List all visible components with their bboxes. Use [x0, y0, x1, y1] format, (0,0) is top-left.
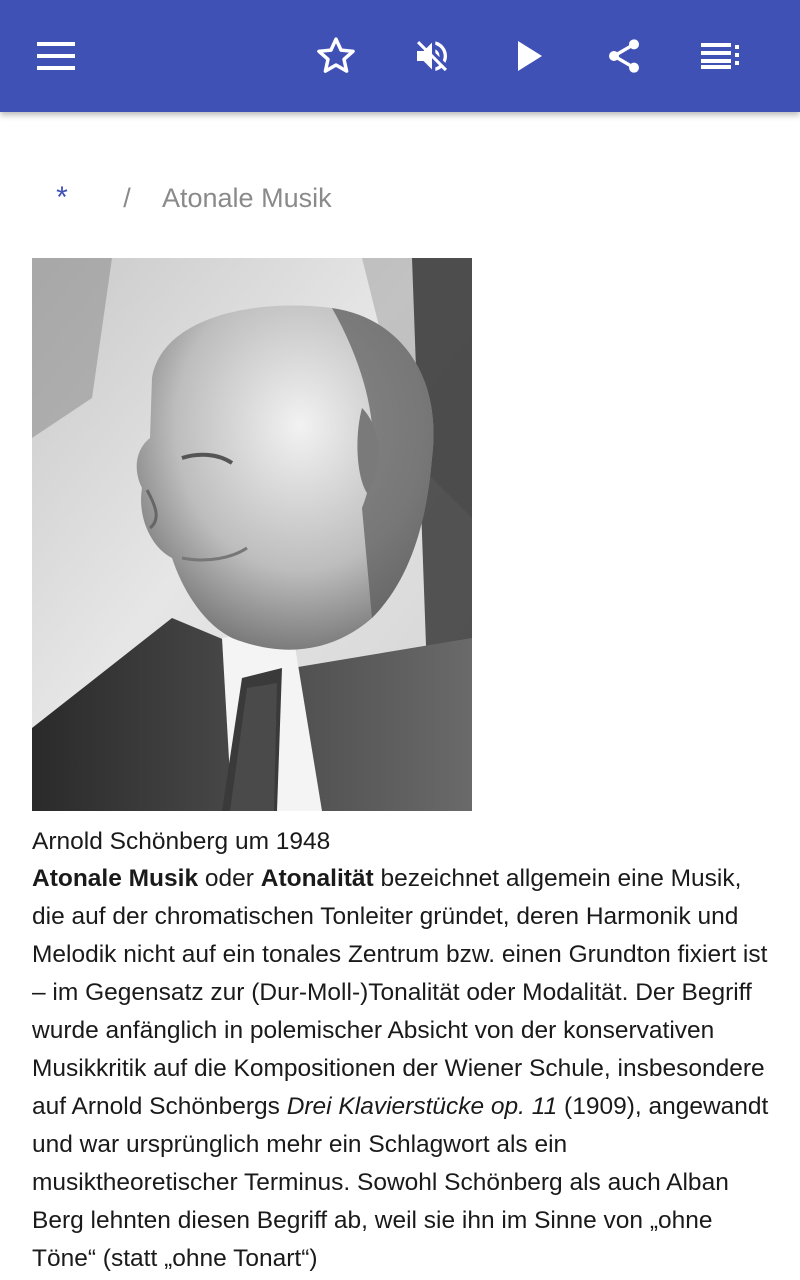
app-bar	[0, 0, 800, 112]
favorite-button[interactable]	[308, 28, 364, 84]
breadcrumb-current: Atonale Musik	[162, 182, 332, 213]
portrait-image	[32, 258, 472, 811]
contents-button[interactable]	[692, 28, 748, 84]
portrait-photo[interactable]	[32, 258, 472, 811]
menu-button[interactable]	[28, 28, 84, 84]
term-atonalitaet: Atonalität	[260, 865, 374, 892]
image-caption: Arnold Schönberg um 1948	[32, 828, 331, 855]
article-paragraph	[32, 860, 777, 1278]
share-button[interactable]	[596, 28, 652, 84]
article-text-3: (1909), angewandt und war ursprünglich mehr ein Schlagwort als ein musiktheoretischer Terminus. Sowohl Schönberg als auch Alban Berg lehnten diesen Begriff ab, weil sie ihn im Sinne von „ohne Töne“ (statt „ohne Tonart“)	[32, 1093, 769, 1272]
play-icon	[516, 40, 544, 72]
term-atonale-musik: Atonale Musik	[32, 865, 199, 892]
volume-off-icon	[412, 36, 452, 76]
share-icon	[604, 35, 644, 77]
hamburger-menu-icon	[37, 42, 75, 70]
breadcrumb	[32, 176, 332, 220]
breadcrumb-home-link[interactable]: *	[56, 181, 68, 214]
mute-button[interactable]	[404, 28, 460, 84]
breadcrumb-separator: /	[123, 182, 131, 213]
article-text-2: bezeichnet allgemein eine Musik, die auf der chromatischen Tonleiter gründet, deren Harmonik und Melodik nicht auf ein tonales Zentrum bzw. einen Grundton fixiert ist – im Gegensatz zur (Dur-Moll-)Tonalität oder Modalität. Der Begriff wurde anfänglich in polemischer Absicht von der konservativen Musikkritik auf die Kompositionen der Wiener Schule, insbesondere auf Arnold Schönbergs	[32, 865, 768, 1120]
play-button[interactable]	[502, 28, 558, 84]
article-text-1: oder	[198, 865, 261, 892]
star-outline-icon	[315, 36, 357, 76]
work-title: Drei Klavierstücke op. 11	[286, 1093, 558, 1120]
playlist-icon	[701, 43, 739, 69]
